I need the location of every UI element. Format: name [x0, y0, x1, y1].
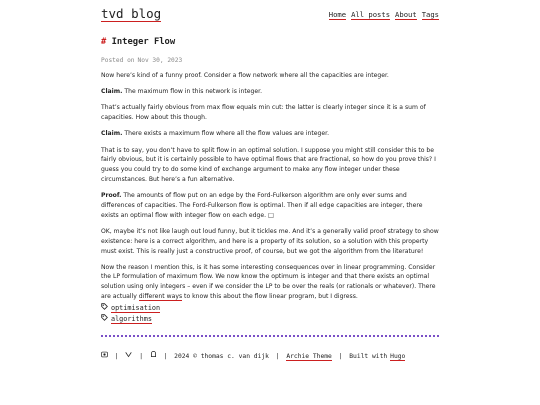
site-footer [101, 351, 405, 360]
github-icon[interactable] [101, 353, 108, 360]
paragraph [101, 263, 439, 302]
paragraph-text: The maximum flow in this network is integer. [122, 88, 263, 96]
footer-divider [101, 335, 439, 337]
tag-optimisation[interactable]: optimisation [111, 304, 161, 312]
paragraph: Now here’s kind of a funny proof. Consider a flow network where all the capacities are integer. [101, 72, 389, 79]
nav-all-posts[interactable]: All posts [351, 10, 391, 19]
paragraph: OK, maybe it’s not like laugh out loud funny, but it tickles me. And it’s a generally valid proof strategy to show existence: here is a correct algorithm, and here is a property of its solution, so a solution with this property must exist. This is really just a constructive proof, of course, but we got the algorithm from the literature! [101, 227, 439, 255]
paragraph-text: There exists a maximum flow where all the flow values are integer. [122, 130, 330, 138]
paragraph [101, 129, 439, 139]
tag-item [101, 314, 160, 325]
paragraph-text: The amounts of flow put on an edge by the Ford-Fulkerson algorithm are only ever sums and differences of capacities. The Ford-Fulkerson flow is optimal. Then if all edge capacities are integer, there exists an optimal flow with integer flow on each edge. □ [101, 192, 423, 219]
copyright: 2024 © thomas c. van dijk [174, 353, 269, 360]
hugo-link[interactable]: Hugo [390, 353, 406, 360]
built-with: Built with [349, 353, 388, 360]
claim-label: Claim. [101, 88, 123, 96]
paragraph-text: to know this about the flow linear program, but I digress. [182, 293, 358, 301]
twitter-icon[interactable] [125, 353, 132, 360]
mastodon-icon[interactable] [150, 353, 157, 360]
post-tags [101, 303, 160, 325]
main-nav [324, 10, 439, 19]
footer-sep: | [163, 353, 168, 360]
nav-tags[interactable]: Tags [421, 10, 439, 19]
nav-home[interactable]: Home [328, 10, 347, 19]
post-title [101, 37, 175, 47]
post-content [101, 71, 439, 308]
footer-sep: | [338, 353, 343, 360]
footer-sep: | [139, 353, 143, 360]
tag-icon [101, 314, 111, 325]
posted-label: Posted on [101, 57, 135, 64]
footer-sep: | [275, 353, 280, 360]
site-logo[interactable]: tvd blog [101, 6, 162, 21]
claim-label: Claim. [101, 130, 123, 138]
tag-item [101, 303, 160, 314]
tag-icon [101, 303, 111, 314]
proof-label: Proof. [101, 192, 122, 200]
date-value: Nov 30, 2023 [137, 57, 183, 64]
paragraph [101, 87, 439, 97]
post-date [101, 57, 185, 64]
site-header [101, 7, 439, 23]
theme-link[interactable]: Archie Theme [286, 353, 332, 360]
paragraph: That’s actually fairly obvious from max flow equals min cut: the latter is clearly integer since it is a sum of capacities. How about this though. [101, 104, 426, 122]
paragraph: That is to say, you don’t have to split flow in an optimal solution. I suppose you might still consider this to be fairly obvious, but it is certainly possible to have optimal flows that are fractional, so how do you prove this? I guess you could try to do some kind of exchange argument to make any flow integer under these circumstances. But here’s a fun alternative. [101, 146, 436, 183]
tag-algorithms[interactable]: algorithms [111, 315, 152, 323]
post-title-text: Integer Flow [111, 37, 176, 47]
footer-sep: | [114, 353, 119, 360]
nav-about[interactable]: About [395, 10, 417, 19]
paragraph-text: Now the reason I mention this, is it has some interesting consequences over in linear programming. Consider the LP formulation of maximum flow. We now know the optimum is integer and that there exists an optimal solution using only integers – even if we consider the LP to be over the reals (or rationals or whatever). There are actually [101, 263, 436, 301]
paragraph [101, 191, 439, 220]
different-ways-link[interactable]: different ways [138, 293, 183, 301]
heading-hash: # [101, 37, 107, 47]
